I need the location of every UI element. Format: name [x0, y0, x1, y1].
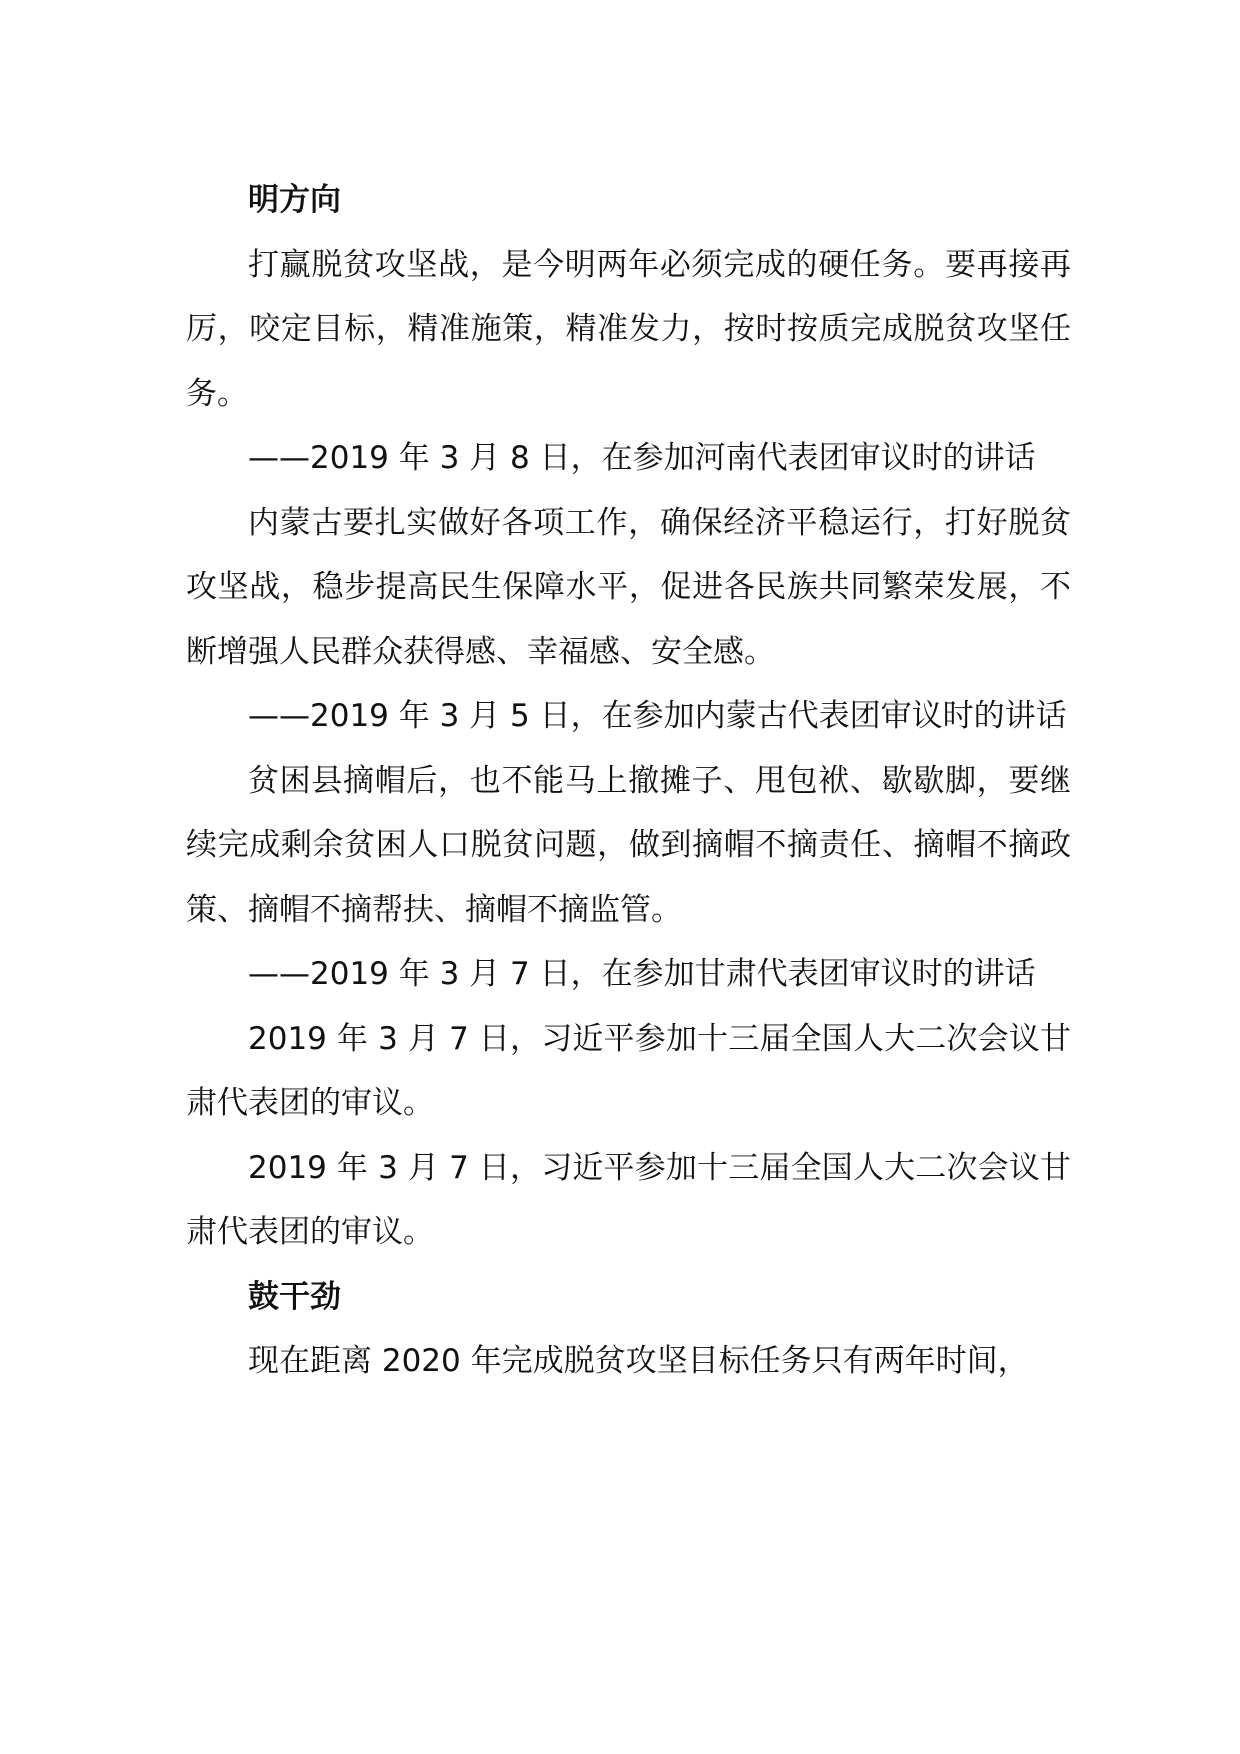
- section-heading-gu-gan-jin: 鼓干劲: [248, 1278, 341, 1315]
- section-heading-ming-fang-xiang: 明方向: [248, 182, 341, 218]
- photo-caption: 2019 年 3 月 7 日，习近平参加十三届全国人大二次会议甘肃代表团的审议。: [186, 1149, 1071, 1250]
- body-paragraph: 现在距离 2020 年完成脱贫攻坚目标任务只有两年时间，: [248, 1343, 1029, 1379]
- body-paragraph: 贫困县摘帽后，也不能马上撤摊子、甩包袱、歇歇脚，要继续完成剩余贫困人口脱贫问题，做到摘帽不摘责任、摘帽不摘政策、摘帽不摘帮扶、摘帽不摘监管。: [186, 762, 1071, 928]
- source-attribution: ——2019 年 3 月 7 日，在参加甘肃代表团审议时的讲话: [248, 956, 1036, 992]
- source-attribution: ——2019 年 3 月 5 日，在参加内蒙古代表团审议时的讲话: [248, 698, 1067, 734]
- body-paragraph: 打赢脱贫攻坚战，是今明两年必须完成的硬任务。要再接再厉，咬定目标，精准施策，精准发力，按时按质完成脱贫攻坚任务。: [186, 246, 1071, 412]
- source-attribution: ——2019 年 3 月 8 日，在参加河南代表团审议时的讲话: [248, 440, 1036, 476]
- document-body: [186, 168, 1071, 1394]
- body-paragraph: 内蒙古要扎实做好各项工作，确保经济平稳运行，打好脱贫攻坚战，稳步提高民生保障水平，促进各民族共同繁荣发展，不断增强人民群众获得感、幸福感、安全感。: [186, 504, 1071, 670]
- photo-caption: 2019 年 3 月 7 日，习近平参加十三届全国人大二次会议甘肃代表团的审议。: [186, 1020, 1071, 1121]
